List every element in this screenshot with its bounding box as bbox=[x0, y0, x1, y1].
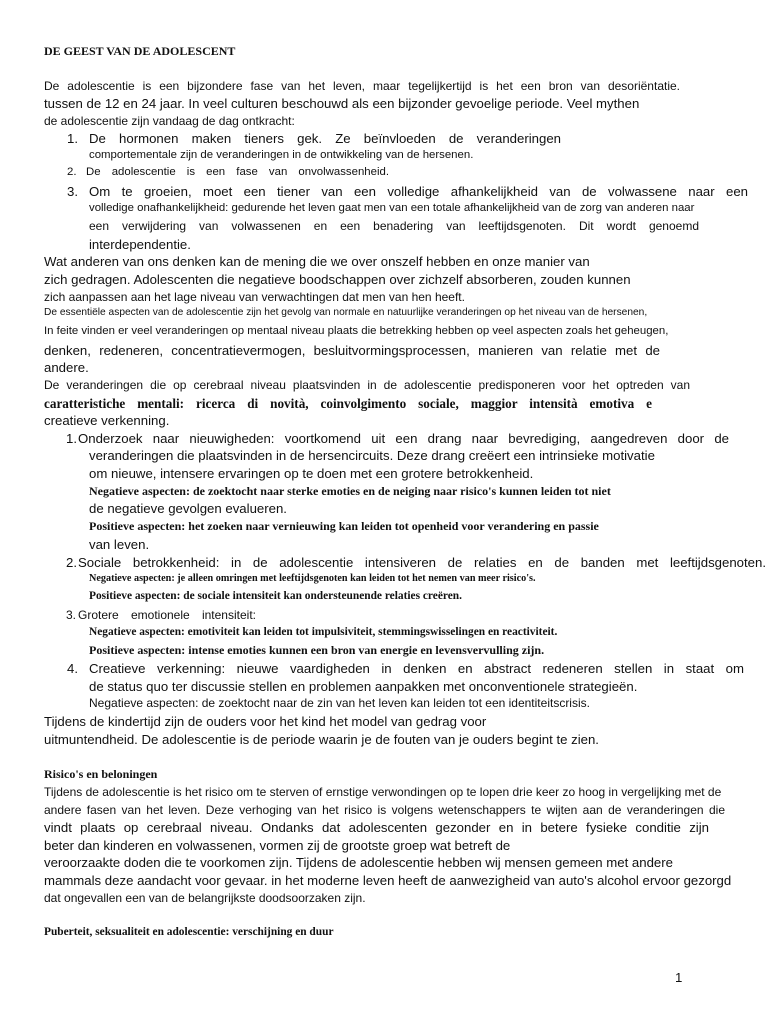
paragraph-line: andere fasen van het leven. Deze verhoging van het risico is volgens wetenschappers te wijten aan de veranderingen die bbox=[44, 803, 725, 817]
negative-aspects-line: de negatieve gevolgen evalueren. bbox=[89, 501, 287, 516]
list-item-line: Creatieve verkenning: nieuwe vaardigheden in denken en abstract redeneren stellen in staat om bbox=[89, 661, 744, 676]
list-item-line: om nieuwe, intensere ervaringen op te doen met een grotere betrokkenheid. bbox=[89, 466, 534, 481]
list-item-line: volledige onafhankelijkheid: gedurende het leven gaat men van een totale afhankelijkheid van de zorg van anderen naar bbox=[89, 202, 695, 214]
paragraph-line: veroorzaakte doden die te voorkomen zijn. Tijdens de adolescentie hebben wij mensen gemeen met andere bbox=[44, 855, 673, 870]
list-item-line: Om te groeien, moet een tiener van een volledige afhankelijkheid van de volwassene naar een bbox=[89, 184, 748, 199]
paragraph-line: Wat anderen van ons denken kan de mening die we over onszelf hebben en onze manier van bbox=[44, 254, 590, 269]
positive-aspects-line: Positieve aspecten: intense emoties kunnen een bron van energie en levensvervulling zijn. bbox=[89, 643, 545, 657]
section-heading: Puberteit, seksualiteit en adolescentie: verschijning en duur bbox=[44, 926, 334, 938]
paragraph-line: uitmuntendheid. De adolescentie is de periode waarin je de fouten van je ouders begint te zien. bbox=[44, 732, 599, 747]
paragraph-line: Tijdens de kindertijd zijn de ouders voor het kind het model van gedrag voor bbox=[44, 714, 487, 729]
list-number: 2. bbox=[67, 166, 77, 178]
list-number: 3. bbox=[67, 184, 78, 199]
paragraph-line: In feite vinden er veel veranderingen op mentaal niveau plaats die betrekking hebben op veel aspecten zoals het geheugen, bbox=[44, 325, 669, 337]
list-number: 1. bbox=[66, 431, 77, 446]
positive-aspects-line: Positieve aspecten: de sociale intensiteit kan ondersteunende relaties creëren. bbox=[89, 590, 462, 602]
negative-aspects-line: Negatieve aspecten: je alleen omringen met leeftijdsgenoten kan leiden tot het nemen van meer risico's. bbox=[89, 573, 536, 584]
paragraph-line: de adolescentie zijn vandaag de dag ontkracht: bbox=[44, 114, 295, 128]
paragraph-line: beter dan kinderen en volwassenen, vormen zij de grootste groep wat betreft de bbox=[44, 838, 511, 853]
negative-aspects-line: Negatieve aspecten: de zoektocht naar sterke emoties en de neiging naar risico's kunnen leiden tot niet bbox=[89, 484, 611, 498]
page-number: 1 bbox=[675, 970, 683, 985]
paragraph-line: mammals deze aandacht voor gevaar. in het moderne leven heeft de aanwezigheid van auto's alcohol ervoor gezorgd bbox=[44, 873, 732, 888]
paragraph-line: De veranderingen die op cerebraal niveau plaatsvinden in de adolescentie predisponeren voor het optreden van bbox=[44, 378, 690, 392]
paragraph-line: caratteristiche mentali: ricerca di novità, coinvolgimento sociale, maggior intensità emotiva e bbox=[44, 396, 652, 411]
paragraph-line: zich gedragen. Adolescenten die negatieve boodschappen over zichzelf absorberen, zouden kunnen bbox=[44, 272, 631, 287]
paragraph-line: De essentiële aspecten van de adolescentie zijn het gevolg van normale en natuurlijke veranderingen op het niveau van de hersenen, bbox=[44, 307, 648, 318]
document-title: DE GEEST VAN DE ADOLESCENT bbox=[44, 44, 236, 58]
paragraph-line: andere. bbox=[44, 360, 89, 375]
list-item-line: De hormonen maken tieners gek. Ze beïnvloeden de veranderingen bbox=[89, 131, 561, 146]
list-number: 2. bbox=[66, 555, 77, 570]
list-item-line: Sociale betrokkenheid: in de adolescentie intensiveren de relaties en de banden met leeftijdsgenoten. bbox=[78, 555, 766, 570]
paragraph-line: denken, redeneren, concentratievermogen, besluitvormingsprocessen, manieren van relatie met de bbox=[44, 343, 660, 358]
paragraph-line: vindt plaats op cerebraal niveau. Ondanks dat adolescenten gezonder en in betere fysieke conditie zijn bbox=[44, 820, 709, 835]
positive-aspects-line: Positieve aspecten: het zoeken naar vernieuwing kan leiden tot openheid voor verandering en passie bbox=[89, 519, 599, 533]
list-item-line: interdependentie. bbox=[89, 237, 191, 252]
section-heading: Risico's en beloningen bbox=[44, 767, 158, 781]
list-item-line: een verwijdering van volwassenen en een benadering van leeftijdsgenoten. Dit wordt genoemd bbox=[89, 219, 699, 233]
list-item-line: De adolescentie is een fase van onvolwassenheid. bbox=[86, 166, 389, 178]
paragraph-line: zich aanpassen aan het lage niveau van verwachtingen dat men van hen heeft. bbox=[44, 290, 465, 304]
paragraph-line: dat ongevallen een van de belangrijkste doodsoorzaken zijn. bbox=[44, 891, 366, 905]
list-number: 1. bbox=[67, 131, 78, 146]
negative-aspects-line: Negatieve aspecten: emotiviteit kan leiden tot impulsiviteit, stemmingswisselingen en reactiviteit. bbox=[89, 626, 558, 638]
positive-aspects-line: van leven. bbox=[89, 537, 150, 552]
paragraph-line: Tijdens de adolescentie is het risico om te sterven of ernstige verwondingen op te lopen drie keer zo hoog in vergelijking met de bbox=[44, 785, 722, 799]
list-number: 3. bbox=[66, 608, 77, 622]
list-item-line: Grotere emotionele intensiteit: bbox=[78, 608, 256, 622]
list-item-line: Onderzoek naar nieuwigheden: voortkomend uit een drang naar bevrediging, aangedreven door de bbox=[78, 431, 729, 446]
paragraph-line: De adolescentie is een bijzondere fase van het leven, maar tegelijkertijd is het een bron van desoriëntatie. bbox=[44, 79, 680, 93]
paragraph-line: tussen de 12 en 24 jaar. In veel culturen beschouwd als een bijzonder gevoelige periode. Veel mythen bbox=[44, 96, 640, 111]
list-number: 4. bbox=[67, 661, 78, 676]
negative-aspects-line: Negatieve aspecten: de zoektocht naar de zin van het leven kan leiden tot een identiteitscrisis. bbox=[89, 696, 590, 710]
paragraph-line: creatieve verkenning. bbox=[44, 413, 170, 428]
list-item-line: de status quo ter discussie stellen en problemen aanpakken met onconventionele strategieën. bbox=[89, 679, 638, 694]
list-item-line: veranderingen die plaatsvinden in de hersencircuits. Deze drang creëert een intrinsieke motivatie bbox=[89, 448, 655, 463]
list-item-line: comportementale zijn de veranderingen in de ontwikkeling van de hersenen. bbox=[89, 149, 474, 161]
